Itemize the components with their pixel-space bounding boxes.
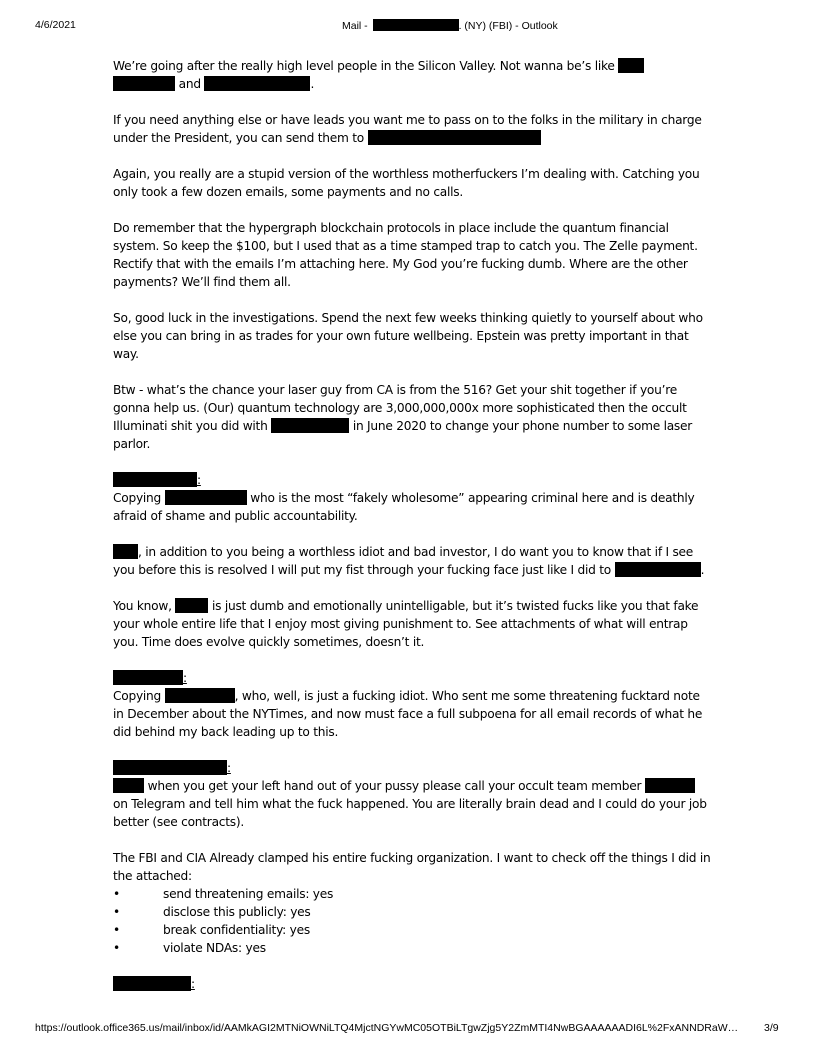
- redaction-box: [271, 418, 349, 433]
- list-item-text: send threatening emails: yes: [163, 887, 334, 901]
- list-item: [113, 885, 713, 903]
- bullet: •: [113, 905, 120, 919]
- paragraph: Again, you really are a stupid version of the worthless motherfuckers I’m dealing with. Catching you only took a few dozen emails, some payments and no calls.: [113, 167, 700, 199]
- redaction-box: [615, 562, 701, 577]
- list-item-text: break confidentiality: yes: [163, 923, 310, 937]
- heading-colon: :: [197, 473, 201, 487]
- bullet: •: [113, 941, 120, 955]
- list-item-text: disclose this publicly: yes: [163, 905, 311, 919]
- redaction-box: [113, 472, 197, 487]
- redaction-box: [113, 976, 191, 991]
- paragraph-text: Copying: [113, 491, 162, 505]
- recipient-heading: [113, 759, 713, 777]
- redaction-box: [113, 670, 183, 685]
- paragraph: [113, 543, 713, 579]
- checklist: [113, 885, 713, 957]
- recipient-heading: [113, 471, 713, 489]
- paragraph-text: , in addition to you being a worthless idiot and bad investor, I do want you to know that if I see you before this is resolved I will put my fist through your fucking face just like I did to: [113, 545, 694, 577]
- redaction-box: [368, 130, 541, 145]
- print-url: https://outlook.office365.us/mail/inbox/id/AAMkAGI2MTNiOWNiLTQ4MjctNGYwMC05OTBiLTgwZjg5Y2ZmMTI4NwBGAAAAAADI6L%2FxANNDRaW…: [35, 1022, 739, 1034]
- paragraph-text: who is the most “fakely wholesome” appearing criminal here and is deathly afraid of shame and public accountability.: [113, 491, 695, 523]
- paragraph-text: Btw - what’s the chance your laser guy from CA is from the 516? Get your shit together if you’re gonna help us. (Our) quantum technology are 3,000,000,000x more sophisticated then the occult Illuminati shit you did with: [113, 383, 687, 433]
- redaction-box: [175, 598, 208, 613]
- redaction-box: [645, 778, 695, 793]
- paragraph: [113, 489, 713, 525]
- list-item: [113, 903, 713, 921]
- paragraph: So, good luck in the investigations. Spend the next few weeks thinking quietly to yourself about who else you can bring in as trades for your own future wellbeing. Epstein was pretty important in that way.: [113, 311, 703, 361]
- paragraph-text: Copying: [113, 689, 162, 703]
- redaction-box: [618, 58, 644, 73]
- redaction-box: [113, 760, 227, 775]
- redaction-box: [165, 688, 235, 703]
- paragraph-text: If you need anything else or have leads you want me to pass on to the folks in the military in charge under the President, you can send them to: [113, 113, 702, 145]
- paragraph-text: , who, well, is just a fucking idiot. Who sent me some threatening fucktard note in December about the NYTimes, and now must face a full subpoena for all email records of what he did behind my back leading up to this.: [113, 689, 703, 739]
- paragraph: Do remember that the hypergraph blockchain protocols in place include the quantum financial system. So keep the $100, but I used that as a time stamped trap to catch you. The Zelle payment. Rectify that with the emails I’m attaching here. My God you’re fucking dumb. Where are the other payments? We’ll find them all.: [113, 221, 698, 289]
- bullet: •: [113, 887, 120, 901]
- recipient-heading: [113, 975, 713, 993]
- redaction-box: [204, 76, 310, 91]
- email-body: [113, 57, 713, 993]
- paragraph-text: You know,: [113, 599, 172, 613]
- paragraph: [113, 57, 713, 93]
- paragraph-text: and: [178, 77, 201, 91]
- paragraph: [113, 111, 713, 147]
- heading-colon: :: [227, 761, 231, 775]
- page-number: 3/9: [764, 1022, 779, 1034]
- redaction-box: [165, 490, 247, 505]
- paragraph-text: .: [700, 563, 705, 577]
- title-prefix: Mail -: [342, 20, 368, 32]
- heading-colon: :: [191, 977, 195, 991]
- print-title: [342, 19, 558, 32]
- print-date: 4/6/2021: [35, 19, 76, 31]
- paragraph-text: is just dumb and emotionally unintelligable, but it’s twisted fucks like you that fake your whole entire life that I enjoy most giving punishment to. See attachments of what will entrap you. Time does evolve quickly sometimes, doesn’t it.: [113, 599, 699, 649]
- list-item-text: violate NDAs: yes: [163, 941, 266, 955]
- paragraph: [113, 777, 713, 831]
- recipient-heading: [113, 669, 713, 687]
- redaction-box: [113, 76, 175, 91]
- title-suffix: . (NY) (FBI) - Outlook: [458, 20, 558, 32]
- paragraph-text: when you get your left hand out of your pussy please call your occult team member: [147, 779, 642, 793]
- list-item: [113, 921, 713, 939]
- heading-colon: :: [183, 671, 187, 685]
- paragraph: The FBI and CIA Already clamped his entire fucking organization. I want to check off the things I did in the attached:: [113, 851, 711, 883]
- paragraph-text: We’re going after the really high level people in the Silicon Valley. Not wanna be’s like: [113, 59, 615, 73]
- redaction-box: [373, 19, 459, 31]
- paragraph-text: on Telegram and tell him what the fuck happened. You are literally brain dead and I could do your job better (see contracts).: [113, 797, 707, 829]
- redaction-box: [113, 778, 144, 793]
- paragraph: [113, 381, 713, 453]
- list-item: [113, 939, 713, 957]
- paragraph-text: .: [310, 77, 315, 91]
- bullet: •: [113, 923, 120, 937]
- paragraph: [113, 597, 713, 651]
- redaction-box: [113, 544, 138, 559]
- paragraph: [113, 687, 713, 741]
- paragraph-text: in June 2020 to change your phone number to some laser parlor.: [113, 419, 693, 451]
